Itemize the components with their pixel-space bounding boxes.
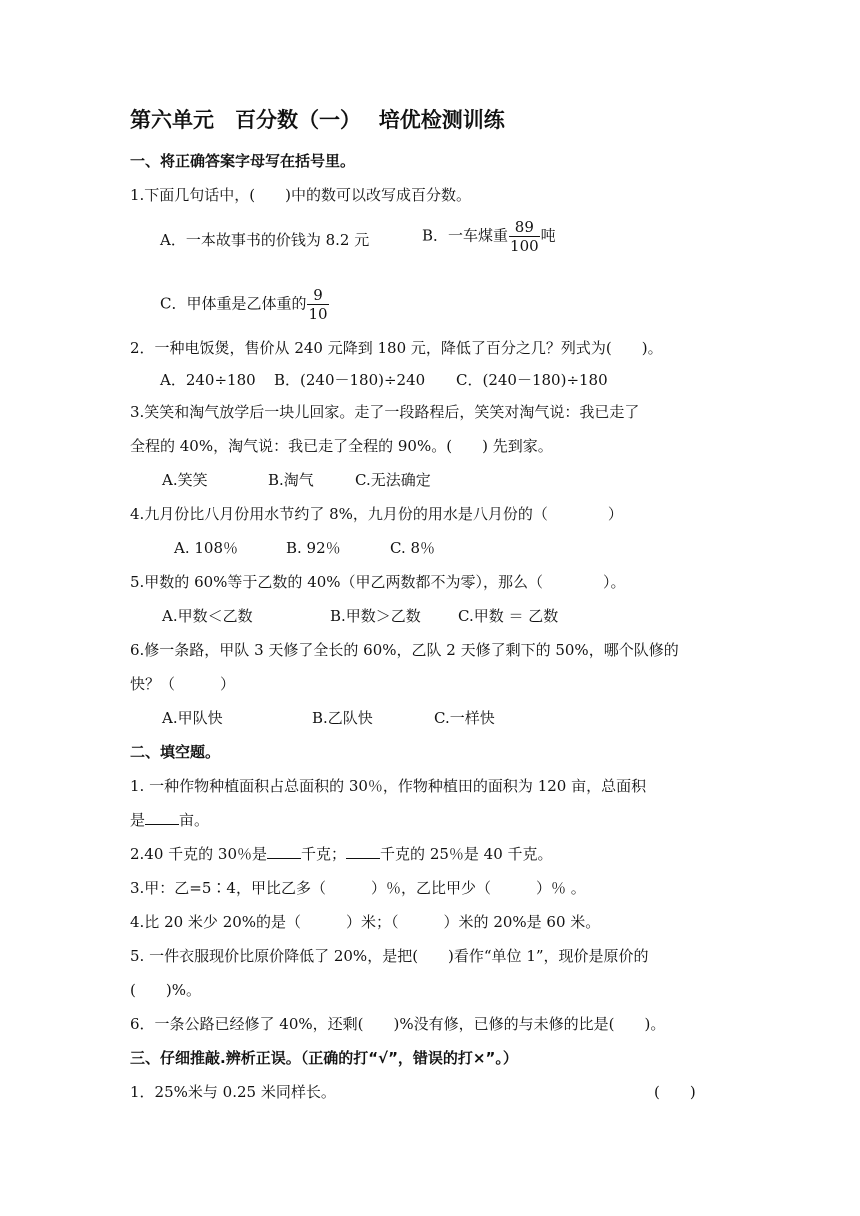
q6-stem-line1: 6.修一条路，甲队 3 天修了全长的 60%，乙队 2 天修了剩下的 50%，哪个队修的 — [130, 641, 679, 659]
q1-option-c-fraction — [307, 286, 328, 323]
q1-option-c — [160, 286, 330, 323]
q2-stem: 2．一种电饭煲，售价从 240 元降到 180 元，降低了百分之几？列式为( )。 — [130, 339, 663, 357]
q6-option-c: C.一样快 — [434, 709, 495, 727]
fill-q5-line2: ( )%。 — [130, 981, 201, 999]
q3-option-b: B.淘气 — [268, 471, 314, 489]
judge-q1: 1．25%米与 0.25 米同样长。 — [130, 1083, 336, 1101]
fill-q1-suffix: 亩。 — [179, 811, 210, 829]
fill-q1-blank[interactable] — [145, 810, 179, 825]
fill-q5-line1: 5. 一件衣服现价比原价降低了 20%，是把( )看作“单位 1”，现价是原价的 — [130, 947, 649, 965]
q2-option-b: B．(240－180)÷240 — [274, 371, 426, 389]
q1-b-denominator: 100 — [510, 237, 539, 255]
section1-heading: 一、将正确答案字母写在括号里。 — [130, 152, 356, 170]
q5-stem: 5.甲数的 60%等于乙数的 40%（甲乙两数都不为零），那么（ ）。 — [130, 573, 626, 591]
q1-option-b — [422, 218, 556, 255]
fill-q4: 4.比 20 米少 20%的是（ ）米；（ ）米的 20%是 60 米。 — [130, 913, 601, 931]
section2-heading: 二、填空题。 — [130, 743, 221, 761]
fill-q2-middle: 千克； — [301, 845, 347, 863]
page-title: 第六单元 百分数（一） 培优检测训练 — [130, 108, 505, 132]
section3-heading: 三、仔细推敲.辨析正误。（正确的打“√”，错误的打×”。） — [130, 1049, 518, 1067]
q5-option-c: C.甲数 ＝ 乙数 — [458, 607, 559, 625]
q6-option-a: A.甲队快 — [162, 709, 223, 727]
q1-option-c-prefix: C．甲体重是乙体重的 — [160, 294, 307, 313]
fill-q1-prefix: 是 — [130, 811, 146, 829]
q5-option-a: A.甲数＜乙数 — [162, 607, 253, 625]
q1-option-b-fraction — [509, 218, 540, 255]
fill-q3: 3.甲：乙=5∶4，甲比乙多（ ）％，乙比甲少（ ）％ 。 — [130, 879, 586, 897]
q4-stem: 4.九月份比八月份用水节约了 8%，九月份的用水是八月份的（ ） — [130, 505, 623, 523]
q1-option-b-prefix: B．一车煤重 — [422, 226, 509, 245]
fill-q2-blank-2[interactable] — [346, 844, 380, 859]
fill-q2-blank-1[interactable] — [267, 844, 301, 859]
q1-c-denominator: 10 — [308, 305, 328, 323]
q2-option-a: A．240÷180 — [160, 371, 256, 389]
q3-stem-line1: 3.笑笑和淘气放学后一块儿回家。走了一段路程后，笑笑对淘气说：我已走了 — [130, 403, 640, 421]
q4-option-c: C. 8％ — [390, 539, 436, 557]
q2-option-c: C．(240－180)÷180 — [456, 371, 608, 389]
q3-stem-line2: 全程的 40%，淘气说：我已走了全程的 90%。( ) 先到家。 — [130, 437, 553, 455]
fill-q2-prefix: 2.40 千克的 30％是 — [130, 845, 268, 863]
q6-stem-line2: 快？（ ） — [130, 675, 236, 693]
fill-q2-suffix: 千克的 25％是 40 千克。 — [380, 845, 553, 863]
q5-option-b: B.甲数＞乙数 — [330, 607, 421, 625]
fill-q1-line1: 1. 一种作物种植面积占总面积的 30％，作物种植田的面积为 120 亩，总面积 — [130, 777, 647, 795]
q6-option-b: B.乙队快 — [312, 709, 373, 727]
fill-q6: 6．一条公路已经修了 40%，还剩( )%没有修，已修的与未修的比是( )。 — [130, 1015, 666, 1033]
q1-option-a: A．一本故事书的价钱为 8.2 元 — [160, 231, 370, 249]
q4-option-b: B. 92％ — [286, 539, 341, 557]
q1-c-numerator: 9 — [307, 286, 328, 305]
q3-option-c: C.无法确定 — [355, 471, 431, 489]
q1-stem: 1.下面几句话中，( )中的数可以改写成百分数。 — [130, 186, 472, 204]
q1-option-b-suffix: 吨 — [540, 226, 556, 245]
q1-b-numerator: 89 — [509, 218, 540, 237]
q3-option-a: A.笑笑 — [162, 471, 208, 489]
fill-q2 — [130, 844, 553, 864]
q4-option-a: A. 108％ — [174, 539, 238, 557]
fill-q1-line2 — [130, 810, 209, 830]
judge-q1-answer-bracket[interactable]: ( ) — [654, 1083, 696, 1101]
